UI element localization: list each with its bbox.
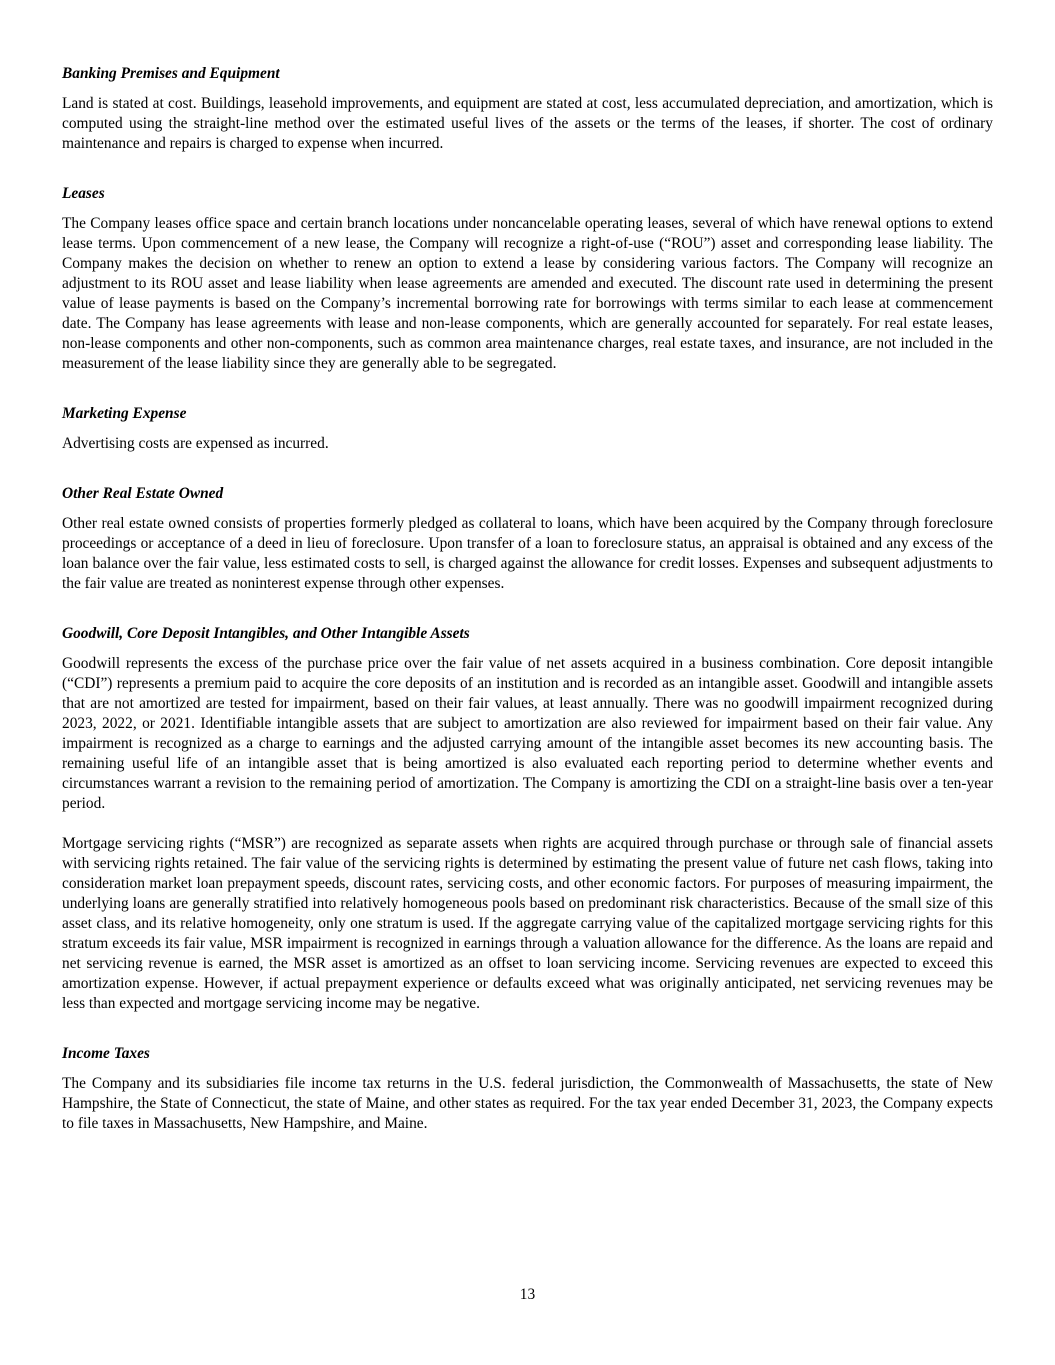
section-heading: Marketing Expense (62, 405, 187, 422)
section-paragraph: The Company leases office space and certain branch locations under noncancelable operating leases, several of which have renewal options to extend lease terms. Upon commencement of a new lease, the Company will recognize a right-of-use (“ROU”) asset and corresponding lease liability. The Company makes the decision on whether to renew an option to extend a lease by considering various factors. The Company will recognize an adjustment to its ROU asset and lease liability when lease agreements are amended and executed. The discount rate used in determining the present value of lease payments is based on the Company’s incremental borrowing rate for borrowings with terms similar to each lease at commencement date. The Company has lease agreements with lease and non-lease components, which are generally accounted for separately. For real estate leases, non-lease components and other non-components, such as common area maintenance charges, real estate taxes, and insurance, are not included in the measurement of the lease liability since they are generally able to be segregated. (62, 215, 993, 372)
section-paragraph: Other real estate owned consists of properties formerly pledged as collateral to loans, which have been acquired by the Company through foreclosure proceedings or acceptance of a deed in lieu of foreclosure. Upon transfer of a loan to foreclosure status, an appraisal is obtained and any excess of the loan balance over the fair value, less estimated costs to sell, is charged against the allowance for credit losses. Expenses and subsequent adjustments to the fair value are treated as noninterest expense through other expenses. (62, 515, 993, 592)
section-paragraph: Mortgage servicing rights (“MSR”) are recognized as separate assets when rights are acquired through purchase or through sale of financial assets with servicing rights retained. The fair value of the servicing rights is determined by estimating the present value of future net cash flows, taking into consideration market loan prepayment speeds, discount rates, servicing costs, and other economic factors. For purposes of measuring impairment, the underlying loans are generally stratified into relatively homogeneous pools based on predominant risk characteristics. Because of the small size of this asset class, and its relative homogeneity, only one stratum is used. If the aggregate carrying value of the capitalized mortgage servicing rights for this stratum exceeds its fair value, MSR impairment is recognized in earnings through a valuation allowance for the difference. As the loans are repaid and net servicing revenue is earned, the MSR asset is amortized as an offset to loan servicing income. Servicing revenues are expected to exceed this amortization expense. However, if actual prepayment experience or defaults exceed what was originally anticipated, net servicing revenues may be less than expected and mortgage servicing income may be negative. (62, 835, 993, 1012)
section-paragraph: Land is stated at cost. Buildings, leasehold improvements, and equipment are stated at cost, less accumulated depreciation, and amortization, which is computed using the straight-line method over the estimated useful lives of the assets or the terms of the leases, if shorter. The cost of ordinary maintenance and repairs is charged to expense when incurred. (62, 95, 993, 152)
section-banking-premises (62, 64, 993, 154)
section-other-real-estate-owned (62, 484, 993, 594)
section-leases (62, 184, 993, 374)
section-marketing-expense (62, 404, 993, 454)
document-page (62, 64, 993, 1134)
page-number: 13 (519, 1286, 536, 1303)
section-heading: Goodwill, Core Deposit Intangibles, and Other Intangible Assets (62, 625, 470, 642)
section-heading: Leases (62, 185, 105, 202)
section-paragraph: Goodwill represents the excess of the purchase price over the fair value of net assets acquired in a business combination. Core deposit intangible (“CDI”) represents a premium paid to acquire the core deposits of an institution and is recorded as an intangible asset. Goodwill and intangible assets that are not amortized are tested for impairment, based on their fair values, at least annually. There was no goodwill impairment recognized during 2023, 2022, or 2021. Identifiable intangible assets that are subject to amortization are also reviewed for impairment based on their fair value. Any impairment is recognized as a charge to earnings and the adjusted carrying amount of the intangible asset becomes its new accounting basis. The remaining useful life of an intangible asset that is being amortized is also evaluated each reporting period to determine whether events and circumstances warrant a revision to the remaining period of amortization. The Company is amortizing the CDI on a straight-line basis over a ten-year period. (62, 655, 993, 812)
section-income-taxes (62, 1044, 993, 1134)
section-heading: Income Taxes (62, 1045, 150, 1062)
section-paragraph: Advertising costs are expensed as incurred. (62, 435, 329, 452)
section-goodwill-intangibles (62, 624, 993, 1014)
section-heading: Banking Premises and Equipment (62, 65, 280, 82)
section-paragraph: The Company and its subsidiaries file income tax returns in the U.S. federal jurisdiction, the Commonwealth of Massachusetts, the state of New Hampshire, the State of Connecticut, the state of Maine, and other states as required. For the tax year ended December 31, 2023, the Company expects to file taxes in Massachusetts, New Hampshire, and Maine. (62, 1075, 993, 1132)
section-heading: Other Real Estate Owned (62, 485, 224, 502)
